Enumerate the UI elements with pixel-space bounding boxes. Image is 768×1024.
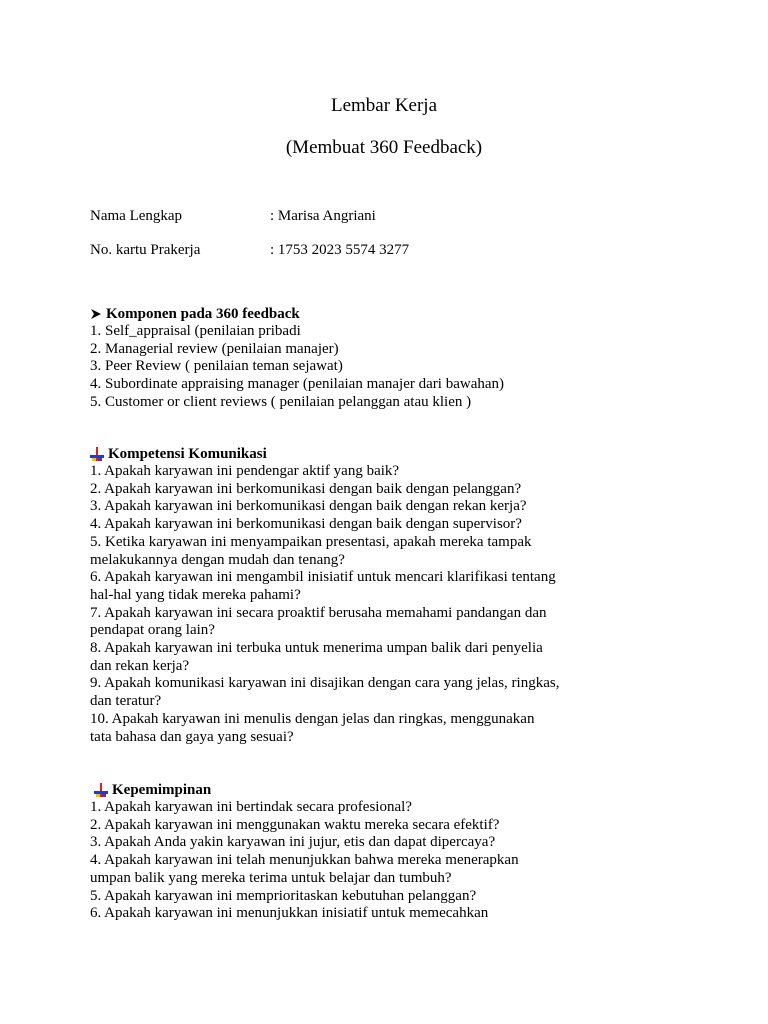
name-label: Nama Lengkap [90, 208, 183, 224]
list-item: 4. Apakah karyawan ini berkomunikasi dengan baik dengan supervisor? [90, 516, 522, 533]
section-list [90, 323, 610, 412]
list-item: 3. Apakah Anda yakin karyawan ini jujur, etis dan dapat dipercaya? [90, 834, 496, 851]
list-item: 9. Apakah komunikasi karyawan ini disajikan dengan cara yang jelas, ringkas, dan teratur? [90, 675, 560, 710]
list-item: 3. Apakah karyawan ini berkomunikasi dengan baik dengan rekan kerja? [90, 498, 527, 515]
section-heading [94, 781, 614, 799]
list-item: 7. Apakah karyawan ini secara proaktif berusaha memahami pandangan dan pendapat orang lain? [90, 604, 547, 639]
section-heading-text: Kompetensi Komunikasi [108, 446, 267, 462]
section-heading [90, 445, 610, 463]
section-list [90, 463, 610, 746]
list-item: 1. Apakah karyawan ini pendengar aktif yang baik? [90, 463, 400, 479]
list-item: 6. Apakah karyawan ini menunjukkan inisiatif untuk memecahkan [90, 905, 489, 922]
section-heading-text: Komponen pada 360 feedback [106, 306, 300, 322]
name-value: : Marisa Angriani [270, 208, 376, 224]
section-heading-text: Kepemimpinan [112, 782, 212, 798]
card-value: : 1753 2023 5574 3277 [270, 242, 410, 258]
colored-cross-bullet-icon [94, 783, 108, 797]
document-subtitle: (Membuat 360 Feedback) [285, 137, 483, 158]
list-item: 5. Ketika karyawan ini menyampaikan presentasi, apakah mereka tampak melakukannya dengan mudah dan tenang? [90, 533, 532, 568]
list-item: 6. Apakah karyawan ini mengambil inisiatif untuk mencari klarifikasi tentang hal-hal yang tidak mereka pahami? [90, 569, 556, 603]
list-item: 4. Subordinate appraising manager (penilaian manajer dari bawahan) [90, 376, 505, 393]
list-item: 8. Apakah karyawan ini terbuka untuk menerima umpan balik dari penyelia dan rekan kerja? [90, 640, 543, 674]
arrowhead-bullet-icon [90, 308, 102, 320]
list-item: 10. Apakah karyawan ini menulis dengan jelas dan ringkas, menggunakan tata bahasa dan gaya yang sesuai? [90, 710, 535, 745]
list-item: 2. Managerial review (penilaian manajer) [90, 340, 339, 357]
section-leadership-list [90, 799, 610, 923]
list-item: 1. Self_appraisal (penilaian pribadi [90, 323, 301, 339]
section-heading [90, 305, 610, 323]
card-label: No. kartu Prakerja [90, 242, 201, 258]
section-communication [90, 445, 610, 746]
colored-cross-bullet-icon [90, 447, 104, 461]
list-item: 5. Customer or client reviews ( penilaian pelanggan atau klien ) [90, 393, 472, 410]
section-components [90, 305, 610, 412]
list-item: 2. Apakah karyawan ini menggunakan waktu mereka secara efektif? [90, 816, 500, 833]
list-item: 1. Apakah karyawan ini bertindak secara profesional? [90, 799, 412, 815]
list-item: 3. Peer Review ( penilaian teman sejawat) [90, 358, 343, 375]
list-item: 2. Apakah karyawan ini berkomunikasi dengan baik dengan pelanggan? [90, 480, 522, 497]
section-leadership [94, 781, 614, 799]
document-title: Lembar Kerja [330, 95, 438, 116]
list-item: 4. Apakah karyawan ini telah menunjukkan bahwa mereka menerapkan umpan balik yang mereka terima untuk belajar dan tumbuh? [90, 852, 519, 886]
list-item: 5. Apakah karyawan ini memprioritaskan kebutuhan pelanggan? [90, 887, 477, 904]
